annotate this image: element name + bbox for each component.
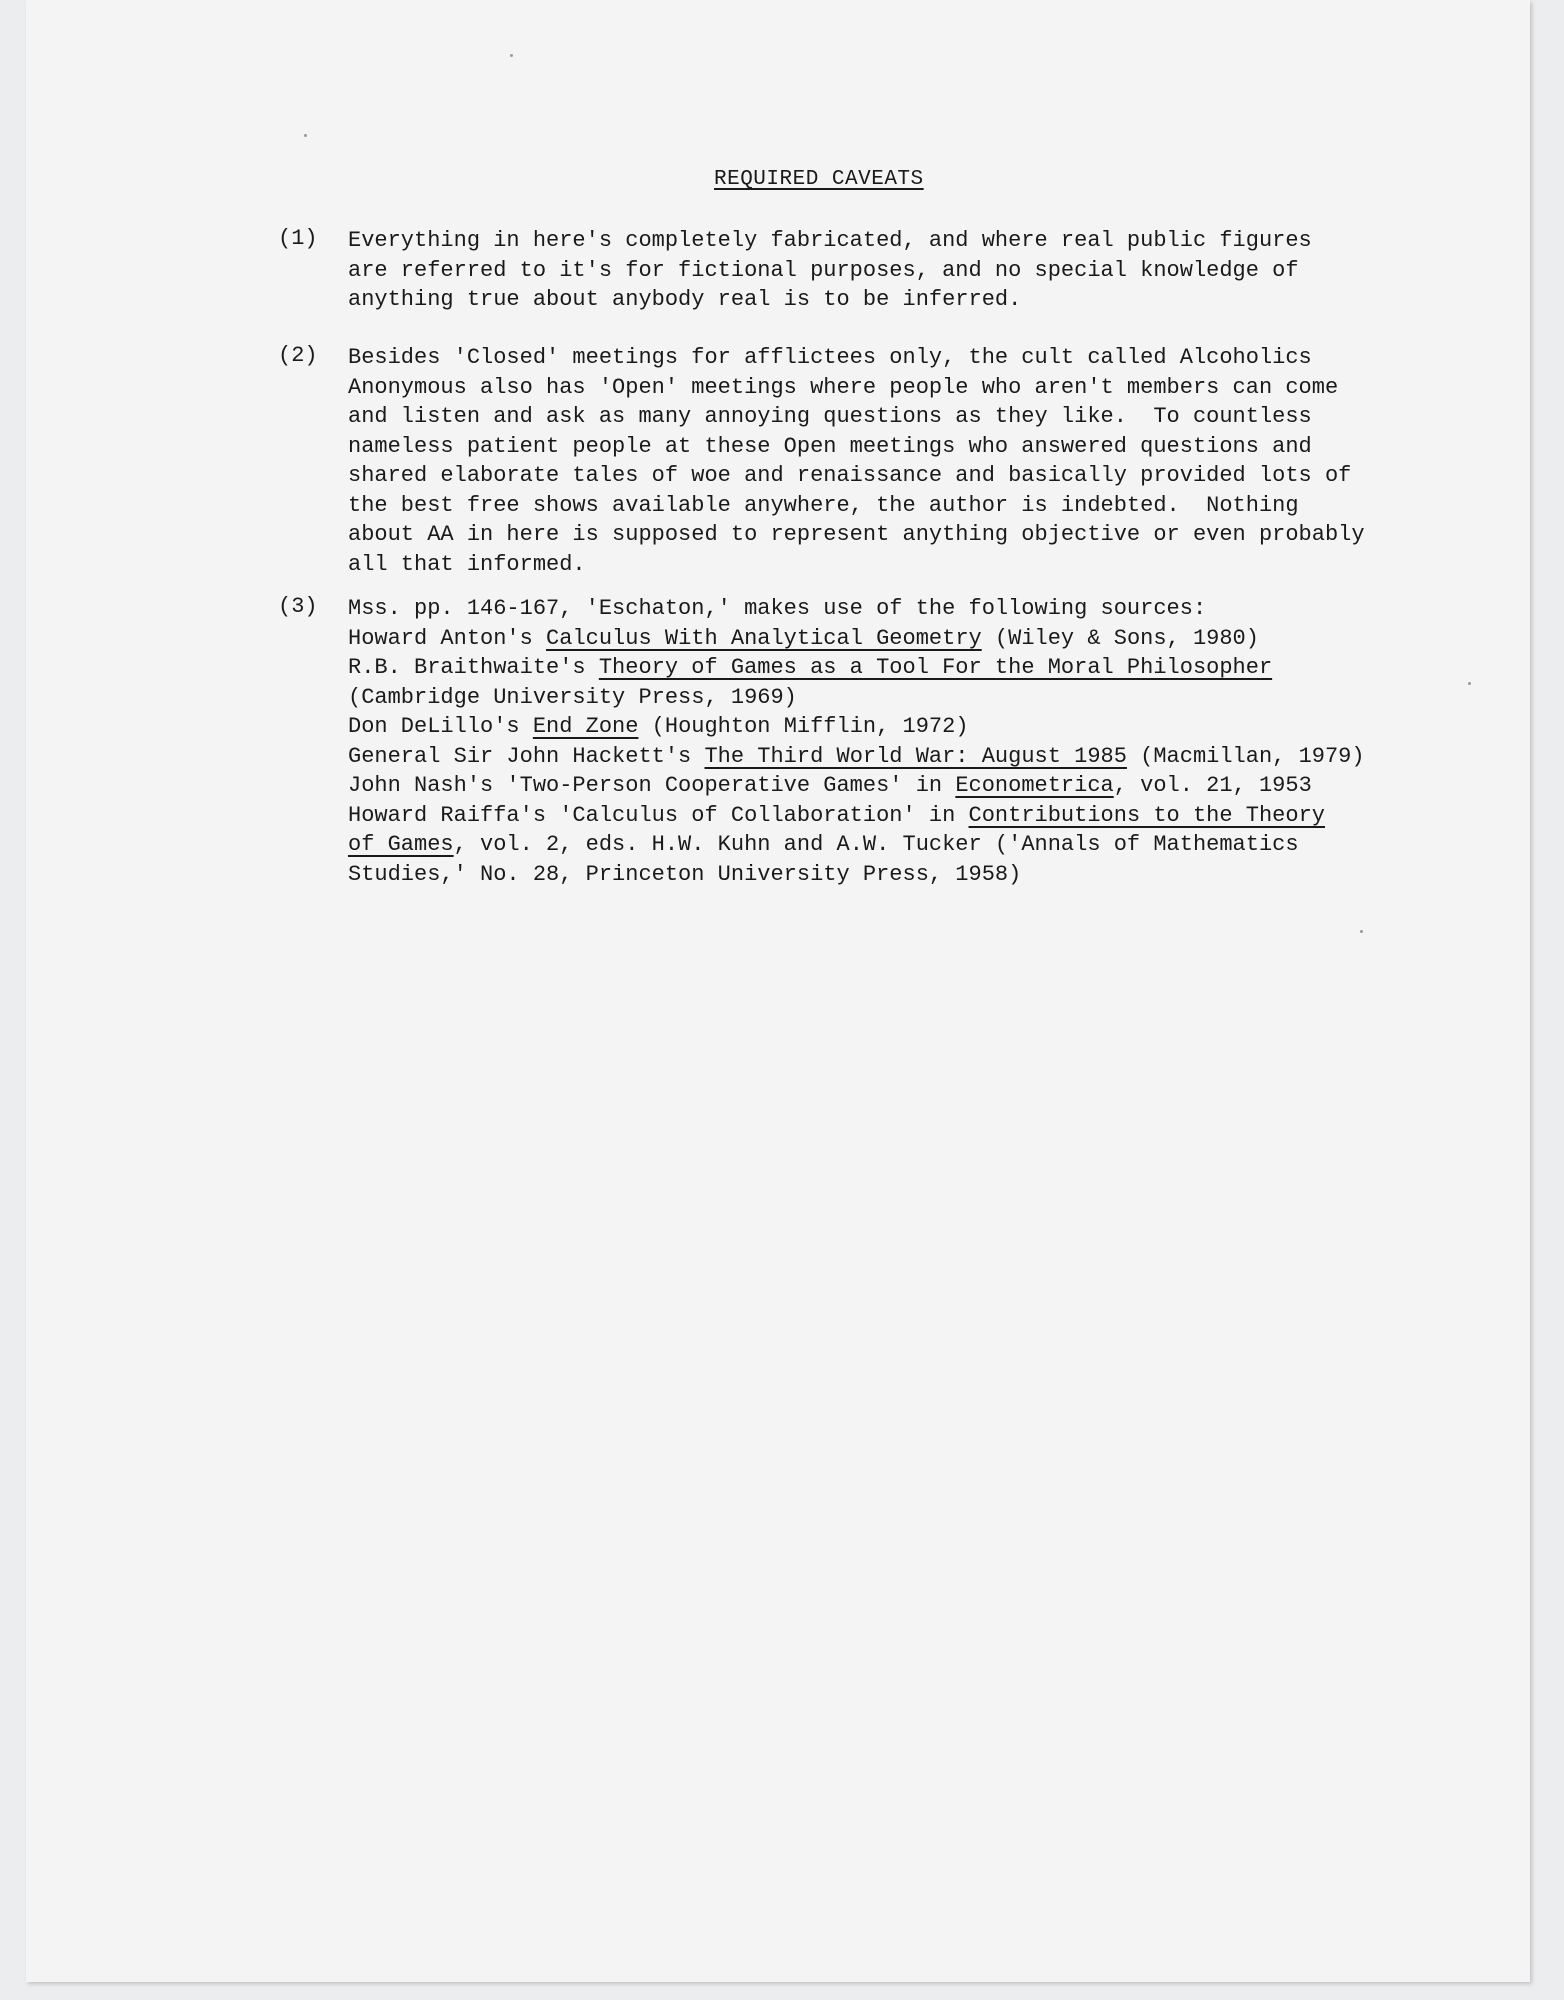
cited-work-title: End Zone (532, 714, 639, 739)
item-number: (3) (278, 594, 318, 619)
text-line: about AA in here is supposed to represent anything objective or even probably (348, 522, 1365, 547)
source-line: Studies,' No. 28, Princeton University Press, 1958) (348, 861, 1022, 887)
paper-speck (304, 134, 307, 137)
text-line: Besides 'Closed' meetings for afflictees only, the cult called Alcoholics (348, 345, 1312, 370)
item-body (348, 594, 1488, 889)
item-body (348, 226, 1488, 315)
page-title: REQUIRED CAVEATS (714, 168, 924, 191)
source-line: R.B. Braithwaite's Theory of Games as a Tool For the Moral Philosopher (348, 655, 1273, 680)
text-line: shared elaborate tales of woe and renaissance and basically provided lots of (348, 463, 1352, 488)
item-number: (1) (278, 226, 318, 251)
paper-speck (510, 54, 513, 57)
cited-work-title: Calculus With Analytical Geometry (546, 625, 982, 651)
source-line: of Games, vol. 2, eds. H.W. Kuhn and A.W. Tucker ('Annals of Mathematics (348, 832, 1299, 857)
source-line: Howard Raiffa's 'Calculus of Collaboration' in Contributions to the Theory (348, 802, 1325, 828)
source-line: (Cambridge University Press, 1969) (348, 684, 797, 710)
text-line: and listen and ask as many annoying questions as they like. To countless (348, 404, 1312, 429)
cited-work-title: of Games (348, 832, 454, 857)
text-line: nameless patient people at these Open meetings who answered questions and (348, 433, 1312, 459)
item-body (348, 343, 1488, 579)
item-number: (2) (278, 343, 318, 368)
cited-work-title: The Third World War: August 1985 (704, 743, 1127, 769)
text-line: anything true about anybody real is to be inferred. (348, 287, 1022, 312)
text-line: all that informed. (348, 551, 586, 577)
text-line: are referred to it's for fictional purposes, and no special knowledge of (348, 257, 1299, 283)
cited-work-title: Theory of Games as a Tool For the Moral Philosopher (598, 655, 1273, 680)
source-line: John Nash's 'Two-Person Cooperative Games' in Econometrica, vol. 21, 1953 (348, 773, 1312, 798)
text-line: Everything in here's completely fabricated, and where real public figures (348, 228, 1312, 253)
text-line: Mss. pp. 146-167, 'Eschaton,' makes use of the following sources: (348, 596, 1207, 621)
text-line: Anonymous also has 'Open' meetings where people who aren't members can come (348, 374, 1339, 400)
paper-speck (1360, 930, 1363, 933)
paper-sheet (26, 0, 1530, 1982)
cited-work-title: Econometrica (955, 773, 1114, 798)
source-line: Don DeLillo's End Zone (Houghton Mifflin, 1972) (348, 714, 969, 739)
text-line: the best free shows available anywhere, the author is indebted. Nothing (348, 492, 1299, 518)
source-line: Howard Anton's Calculus With Analytical Geometry (Wiley & Sons, 1980) (348, 625, 1259, 651)
source-line: General Sir John Hackett's The Third World War: August 1985 (Macmillan, 1979) (348, 743, 1365, 769)
cited-work-title: Contributions to the Theory (968, 802, 1325, 828)
